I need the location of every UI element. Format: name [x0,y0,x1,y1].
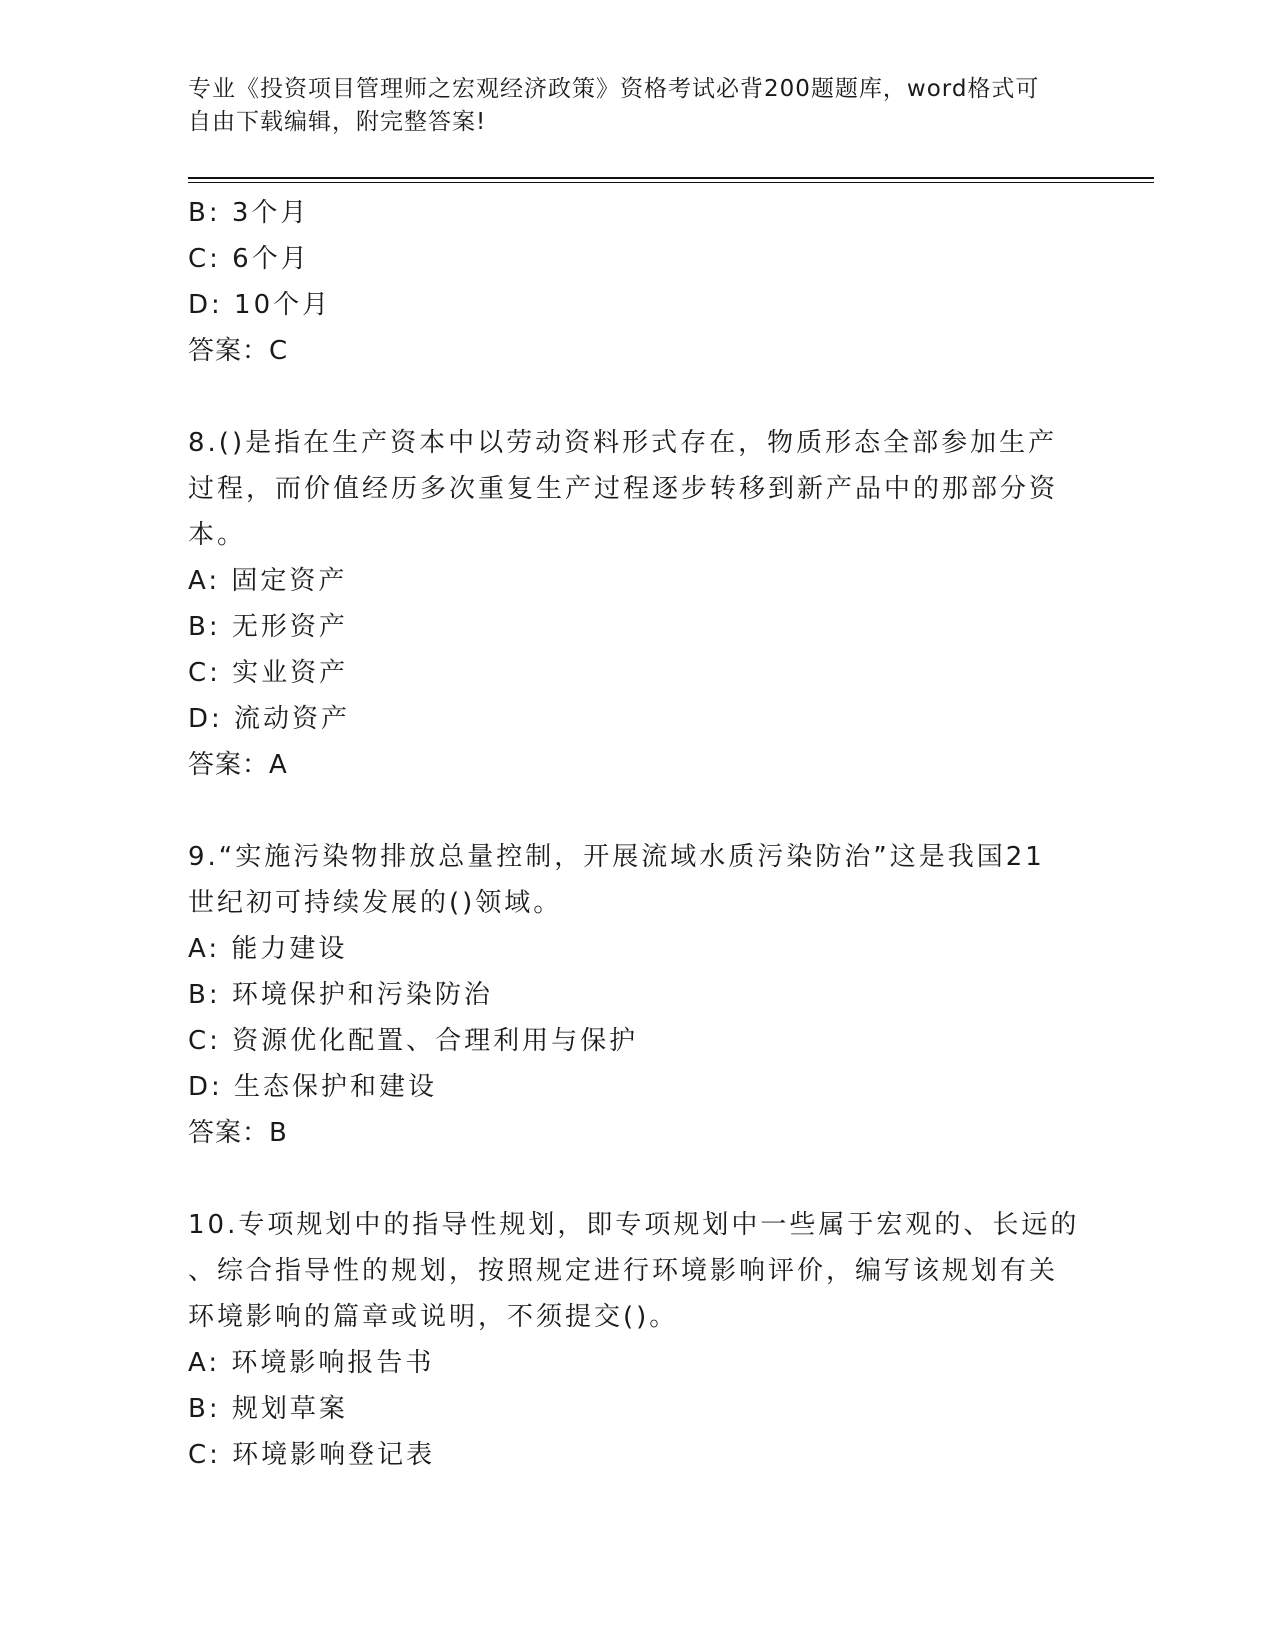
question-text-line: 10.专项规划中的指导性规划，即专项规划中一些属于宏观的、长远的 [188,1210,1080,1240]
option-c: C: 6个月 [188,244,310,274]
question-7-tail [188,190,1088,374]
answer-line: 答案：A [188,750,288,780]
option-d: D: 流动资产 [188,704,351,734]
option-a: A: 环境影响报告书 [188,1348,435,1378]
option-c: C: 资源优化配置、合理利用与保护 [188,1026,639,1056]
option-b: B: 规划草案 [188,1394,348,1424]
option-a: A: 固定资产 [188,566,348,596]
option-b: B: 环境保护和污染防治 [188,980,493,1010]
spacer [188,788,1088,834]
question-text-line: 世纪初可持续发展的()领域。 [188,888,563,918]
question-10 [188,1202,1088,1478]
spacer [188,374,1088,420]
question-text-line: 本。 [188,520,247,550]
header-divider-thick [188,177,1154,179]
option-c: C: 环境影响登记表 [188,1440,436,1470]
option-b: B: 无形资产 [188,612,348,642]
option-a: A: 能力建设 [188,934,348,964]
document-header [188,73,1088,139]
question-text-line: 环境影响的篇章或说明，不须提交()。 [188,1302,679,1332]
question-text-line: 9.“实施污染物排放总量控制，开展流域水质污染防治”这是我国21 [188,842,1045,872]
question-8 [188,420,1088,788]
option-c: C: 实业资产 [188,658,349,688]
header-title-line-1: 专业《投资项目管理师之宏观经济政策》资格考试必背200题题库，word格式可 [188,76,1040,102]
question-text-line: 过程，而价值经历多次重复生产过程逐步转移到新产品中的那部分资 [188,474,1059,504]
question-9 [188,834,1088,1156]
option-b: B: 3个月 [188,198,310,228]
spacer [188,1156,1088,1202]
option-d: D: 生态保护和建设 [188,1072,438,1102]
header-title-line-2: 自由下载编辑，附完整答案! [188,109,487,135]
answer-line: 答案：B [188,1118,288,1148]
question-list [188,190,1088,1478]
question-text-line: 8.()是指在生产资本中以劳动资料形式存在，物质形态全部参加生产 [188,428,1058,458]
question-text-line: 、综合指导性的规划，按照规定进行环境影响评价，编写该规划有关 [188,1256,1059,1286]
option-d: D: 10个月 [188,290,332,320]
header-divider-thin [188,182,1154,183]
answer-line: 答案：C [188,336,289,366]
